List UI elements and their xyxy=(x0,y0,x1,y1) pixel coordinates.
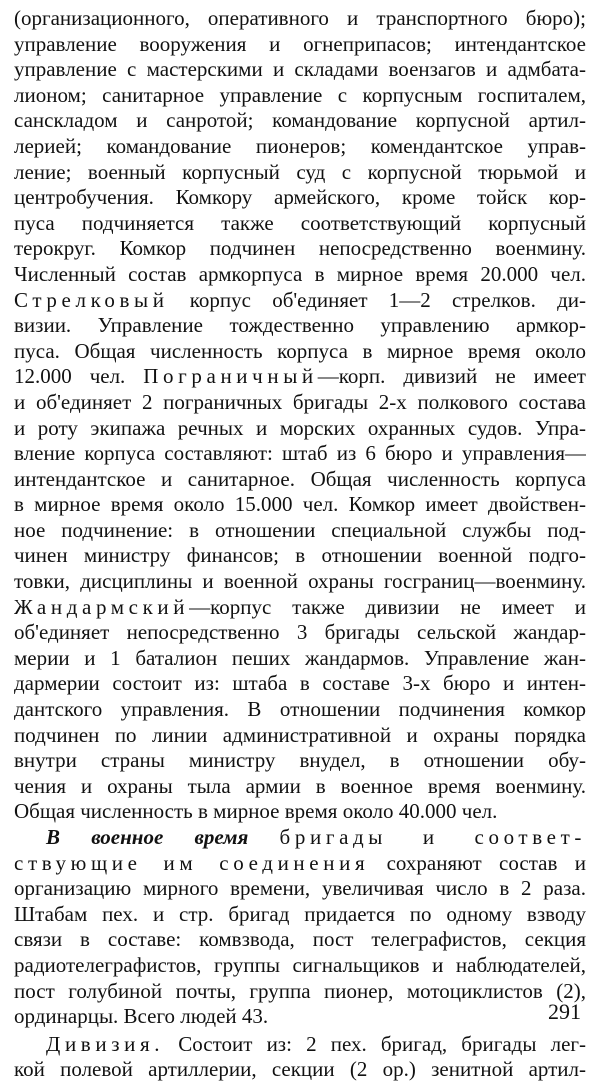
text-segment: терокруг. Комкор подчинен непосредственно военмину. xyxy=(14,236,586,261)
text-segment: управление с мастерскими и складами воензагов и адмбата- xyxy=(14,57,586,82)
text-line xyxy=(14,697,586,723)
text-line xyxy=(14,313,586,339)
text-segment: лерией; командование пионеров; комендантское управ- xyxy=(14,133,586,158)
text-line xyxy=(14,799,586,825)
text-line xyxy=(14,876,586,902)
text-line xyxy=(14,441,586,467)
text-line xyxy=(14,927,586,953)
text-segment: сохраняют состав и xyxy=(369,850,586,875)
text-segment: радиотелеграфистов, группы сигнальщиков и наблюдателей, xyxy=(14,952,586,977)
text-segment: (организационного, оперативного и транспортного бюро); xyxy=(14,6,586,30)
text-line xyxy=(14,1004,586,1030)
text-segment: пост голубиной почты, группа пионер, мотоциклистов (2), xyxy=(14,978,586,1003)
text-line xyxy=(14,416,586,442)
text-segment: интендантское и санитарное. Общая численность корпуса xyxy=(14,466,586,491)
text-line xyxy=(14,1057,586,1083)
text-line xyxy=(14,748,586,774)
italic-phrase: В военное время xyxy=(46,825,249,849)
text-segment: ление; военный корпусный суд с корпусной тюрьмой и xyxy=(14,159,586,184)
text-line xyxy=(14,902,586,928)
text-segment: подчинен по линии административной и охраны порядка xyxy=(14,722,586,747)
text-segment: —корп. дивизий не имеет xyxy=(317,364,586,389)
text-segment: дармерии состоит из: штаба в составе 3-х бюро и интен- xyxy=(14,671,586,696)
text-line xyxy=(14,57,586,83)
text-segment: санскладом и санротой; командование корпусной артил- xyxy=(14,108,586,133)
text-segment: Общая численность в мирное время около 40.000 чел. xyxy=(14,799,498,824)
text-line xyxy=(14,83,586,109)
spaced-term: бригады и соответ- xyxy=(279,825,586,849)
text-line xyxy=(14,518,586,544)
text-line xyxy=(14,32,586,58)
text-line xyxy=(14,825,586,851)
text-segment: Штабам пех. и стр. бригад придается по одному взводу xyxy=(14,901,586,926)
text-line xyxy=(14,953,586,979)
spaced-term: Пограничный xyxy=(143,364,318,389)
text-segment: чения и охраны тыла армии в военное время военмину. xyxy=(14,773,586,798)
text-line xyxy=(14,288,586,314)
text-segment: управление вооружения и огнеприпасов; интендантское xyxy=(14,31,586,56)
spaced-term: ствующие им соединения xyxy=(14,850,370,875)
text-segment: организацию мирного времени, увеличивая число в 2 раза. xyxy=(14,876,586,901)
text-segment: —корпус также дивизии не имеет и xyxy=(189,594,586,619)
text-line xyxy=(14,160,586,186)
text-line xyxy=(14,620,586,646)
text-line xyxy=(14,339,586,365)
text-line xyxy=(14,543,586,569)
text-segment: связи в составе: комвзвода, пост телеграфистов, секция xyxy=(14,927,586,952)
spaced-term: Дивизия. xyxy=(46,1031,165,1056)
text-segment: пуса подчиняется также соответствующий корпусный xyxy=(14,210,586,235)
text-segment: и роту экипажа речных и морских охранных судов. Упра- xyxy=(14,415,586,440)
text-line xyxy=(14,1032,586,1058)
text-segment: 12.000 чел. xyxy=(14,364,144,389)
text-segment: мерии и 1 баталион пеших жандармов. Управление жан- xyxy=(14,645,586,670)
text-segment: об'единяет непосредственно 3 бригады сельской жандар- xyxy=(14,620,586,645)
text-segment: пуса. Общая численность корпуса в мирное время около xyxy=(14,338,586,363)
spaced-term: Стрелковый xyxy=(14,287,169,312)
text-line xyxy=(14,134,586,160)
text-segment: и об'единяет 2 пограничных бригады 2-х полкового состава xyxy=(14,389,586,414)
text-segment: визии. Управление тождественно управлению армкор- xyxy=(14,313,586,338)
text-segment: товки, дисциплины и военной охраны госграниц—военмину. xyxy=(14,569,586,594)
text-segment: ное подчинение: в отношении специальной службы под- xyxy=(14,517,586,542)
text-line xyxy=(14,595,586,621)
text-line xyxy=(14,185,586,211)
text-line xyxy=(14,569,586,595)
text-segment: корпус об'единяет 1—2 стрелков. ди- xyxy=(168,287,586,312)
text-line xyxy=(14,774,586,800)
text-line xyxy=(14,492,586,518)
text-line xyxy=(14,390,586,416)
text-segment: центробучения. Комкору армейского, кроме тойск кор- xyxy=(14,185,586,210)
text-line xyxy=(14,979,586,1005)
text-segment: лионом; санитарное управление с корпусным госпиталем, xyxy=(14,82,586,107)
text-line xyxy=(14,262,586,288)
text-line xyxy=(14,108,586,134)
text-segment: дантского управления. В отношении подчинения комкор xyxy=(14,697,586,722)
text-segment: в мирное время около 15.000 чел. Комкор имеет двойствен- xyxy=(14,492,586,517)
text-line xyxy=(14,671,586,697)
text-segment: ординарцы. Всего людей 43. xyxy=(14,1004,269,1029)
text-line xyxy=(14,467,586,493)
text-line xyxy=(14,211,586,237)
body-text xyxy=(14,6,586,1083)
text-line xyxy=(14,6,586,32)
text-segment: вление корпуса составляют: штаб из 6 бюро и управления— xyxy=(14,441,586,466)
text-segment: Численный состав армкорпуса в мирное время 20.000 чел. xyxy=(14,261,586,286)
text-line xyxy=(14,364,586,390)
text-line xyxy=(14,236,586,262)
text-segment: чинен министру финансов; в отношении военной подго- xyxy=(14,543,586,568)
text-segment: Состоит из: 2 пех. бригад, бригады лег- xyxy=(164,1031,586,1056)
text-line xyxy=(14,646,586,672)
text-line xyxy=(14,723,586,749)
spaced-term: Жандармский xyxy=(14,594,190,619)
text-segment: внутри страны министру внудел, в отношении обу- xyxy=(14,748,586,773)
page-number: 291 xyxy=(548,999,581,1024)
text-line xyxy=(14,851,586,877)
text-segment: кой полевой артиллерии, секции (2 ор.) зенитной артил- xyxy=(14,1057,586,1082)
text-segment xyxy=(248,825,279,849)
